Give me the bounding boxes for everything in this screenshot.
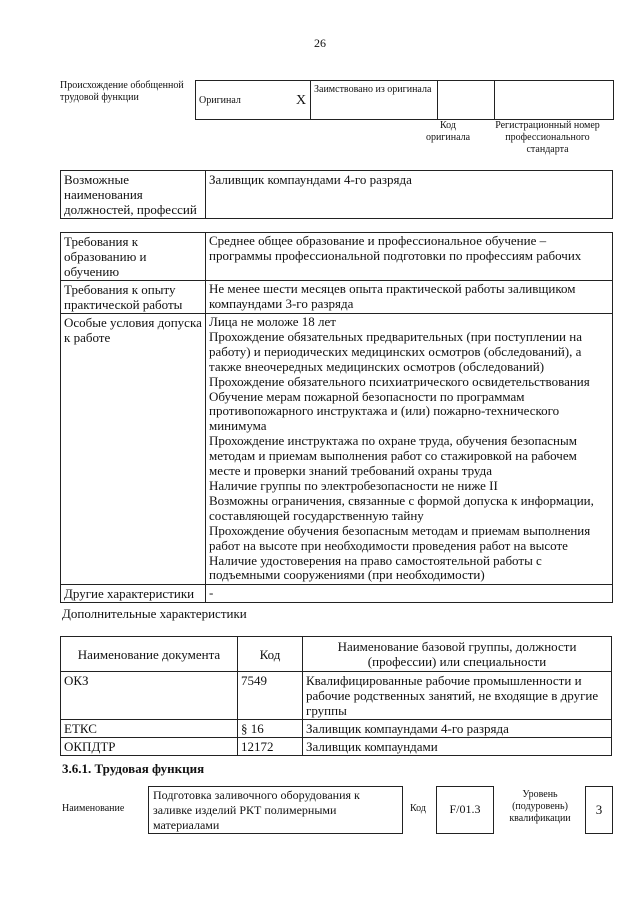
table-cell: ОКЗ <box>61 672 238 720</box>
table-cell: ЕТКС <box>61 720 238 738</box>
table-cell: 7549 <box>238 672 303 720</box>
table-row <box>61 585 613 603</box>
reg-caption: Регистрационный номер профессионального стандарта <box>495 120 600 155</box>
requirement-line: Возможны ограничения, связанные с формой допуска к информации, составляющей государственную тайну <box>209 492 594 523</box>
requirement-line: Прохождение инструктажа по охране труда, обучения безопасным методам и приемам выполнения работ со стажировкой на рабочем месте и проверки знаний требований охраны труда <box>209 433 577 479</box>
additional-title: Дополнительные характеристики <box>62 606 247 621</box>
table-cell: Квалифицированные рабочие промышленности и рабочие родственных занятий, не входящие в другие группы <box>303 672 612 720</box>
requirement-line: - <box>209 585 214 601</box>
requirement-line: Прохождение обязательных предварительных (при поступлении на работу) и периодических медицинских осмотров (обследований), а также внеочередных медицинских осмотров (обследований) <box>209 328 582 374</box>
table-row <box>61 314 613 585</box>
table-header-row <box>61 637 612 672</box>
table-row <box>61 672 612 720</box>
origin-label: Происхождение обобщенной трудовой функции <box>60 80 184 103</box>
function-code-label: Код <box>410 803 426 814</box>
table-cell: 12172 <box>238 738 303 756</box>
table-row <box>61 720 612 738</box>
column-header: Код <box>238 637 303 672</box>
requirements-table <box>60 232 613 603</box>
code-caption: Код оригинала <box>425 120 471 143</box>
requirement-line: Лица не моложе 18 лет <box>209 314 336 329</box>
borrowed-label: Заимствовано из оригинала <box>311 81 438 120</box>
function-name-value: Подготовка заливочного оборудования к заливке изделий РКТ полимерными материалами <box>148 786 403 834</box>
function-name-label: Наименование <box>62 803 125 814</box>
column-header: Наименование базовой группы, должности (профессии) или специальности <box>303 637 612 672</box>
positions-table <box>60 170 613 219</box>
table-cell: Заливщик компаундами <box>303 738 612 756</box>
positions-label: Возможные наименования должностей, профессий <box>61 171 206 219</box>
table-cell: Заливщик компаундами 4-го разряда <box>303 720 612 738</box>
table-cell: § 16 <box>238 720 303 738</box>
original-mark: X <box>292 81 311 120</box>
requirement-label: Особые условия допуска к работе <box>61 314 206 585</box>
requirement-line: Обучение мерам пожарной безопасности по программам противопожарного инструктажа и (или) пожарно-технического минимума <box>209 388 560 434</box>
table-row <box>61 281 613 314</box>
requirement-value <box>206 233 613 281</box>
page-number: 26 <box>314 36 326 50</box>
requirement-line: Не менее шести месяцев опыта практической работы заливщиком компаундами 3-го разряда <box>209 281 576 311</box>
function-code-value: F/01.3 <box>436 786 494 834</box>
additional-table <box>60 636 612 756</box>
requirement-line: Среднее общее образование и профессиональное обучение – программы профессиональной подготовки по профессиям рабочих <box>209 233 582 263</box>
requirement-line: Прохождение обязательного психиатрического освидетельствования <box>209 373 590 389</box>
qualification-level-label: Уровень (подуровень) квалификации <box>509 789 571 824</box>
table-row <box>61 738 612 756</box>
table-cell: ОКПДТР <box>61 738 238 756</box>
requirement-line: Наличие группы по электробезопасности не ниже II <box>209 477 498 493</box>
positions-value: Заливщик компаундами 4-го разряда <box>206 171 613 219</box>
requirement-line: Наличие удостоверения на право самостоятельной работы с подъемными сооружениями (при необходимости) <box>209 552 542 583</box>
requirement-value <box>206 585 613 603</box>
origin-table <box>195 80 614 120</box>
requirement-value <box>206 281 613 314</box>
original-code-cell <box>438 81 495 120</box>
reg-number-cell <box>495 81 614 120</box>
function-title: 3.6.1. Трудовая функция <box>62 761 205 776</box>
requirement-label: Требования к образованию и обучению <box>61 233 206 281</box>
qualification-level-value: 3 <box>585 786 613 834</box>
original-label: Оригинал <box>196 81 293 120</box>
requirement-value <box>206 314 613 585</box>
requirement-label: Другие характеристики <box>61 585 206 603</box>
column-header: Наименование документа <box>61 637 238 672</box>
table-row <box>61 233 613 281</box>
requirement-label: Требования к опыту практической работы <box>61 281 206 314</box>
requirement-line: Прохождение обучения безопасным методам и приемам выполнения работ на высоте при необходимости проведения работ на высоте <box>209 522 591 553</box>
